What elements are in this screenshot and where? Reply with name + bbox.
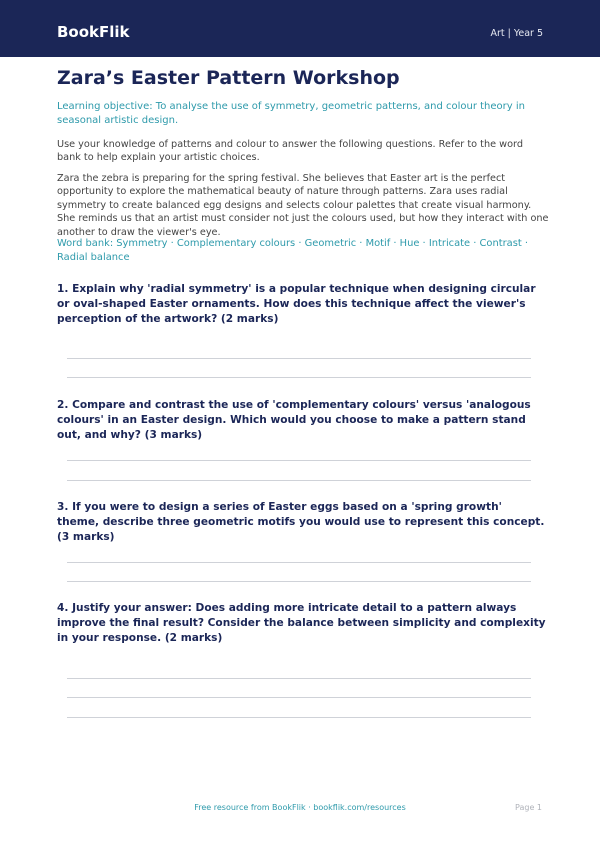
answer-line[interactable] <box>67 480 531 481</box>
instructions-paragraph: Use your knowledge of patterns and colour to answer the following questions. Refer to the word bank to help explain your artistic choices. <box>57 139 523 164</box>
question-3: 3. If you were to design a series of Easter eggs based on a 'spring growth' theme, describe three geometric motifs you would use to represent this concept. (3 marks) <box>57 501 545 543</box>
brand-logo-text: BookFlik <box>57 23 130 41</box>
word-bank: Word bank: Symmetry · Complementary colours · Geometric · Motif · Hue · Intricate · Contrast · Radial balance <box>57 238 528 263</box>
question-4: 4. Justify your answer: Does adding more intricate detail to a pattern always improve the final result? Consider the balance between simplicity and complexity in your response. (2 marks) <box>57 602 546 644</box>
answer-line[interactable] <box>67 697 531 698</box>
page-number: Page 1 <box>515 803 542 812</box>
subject-year-label: Art | Year 5 <box>490 28 543 39</box>
answer-line[interactable] <box>67 717 531 718</box>
question-1: 1. Explain why 'radial symmetry' is a popular technique when designing circular or oval-shaped Easter ornaments. How does this technique affect the viewer's perception of the artwork? (2 marks) <box>57 283 536 325</box>
header-bar <box>0 0 600 57</box>
answer-line[interactable] <box>67 377 531 378</box>
story-paragraph: Zara the zebra is preparing for the spring festival. She believes that Easter art is the perfect opportunity to explore the mathematical beauty of nature through patterns. Zara uses radial symmetry to create balanced egg designs and selects colour palettes that create visual harmony. She reminds us that an artist must consider not just the colours used, but how they interact with one another to draw the viewer's eye. <box>57 173 549 238</box>
answer-line[interactable] <box>67 562 531 563</box>
answer-line[interactable] <box>67 678 531 679</box>
worksheet-title: Zara’s Easter Pattern Workshop <box>57 67 400 89</box>
answer-line[interactable] <box>67 581 531 582</box>
learning-objective: Learning objective: To analyse the use of symmetry, geometric patterns, and colour theory in seasonal artistic design. <box>57 101 525 126</box>
footer-resource-link[interactable]: Free resource from BookFlik · bookflik.com/resources <box>194 803 406 812</box>
answer-line[interactable] <box>67 460 531 461</box>
answer-line[interactable] <box>67 358 531 359</box>
question-2: 2. Compare and contrast the use of 'complementary colours' versus 'analogous colours' in an Easter design. Which would you choose to make a pattern stand out, and why? (3 marks) <box>57 399 531 441</box>
